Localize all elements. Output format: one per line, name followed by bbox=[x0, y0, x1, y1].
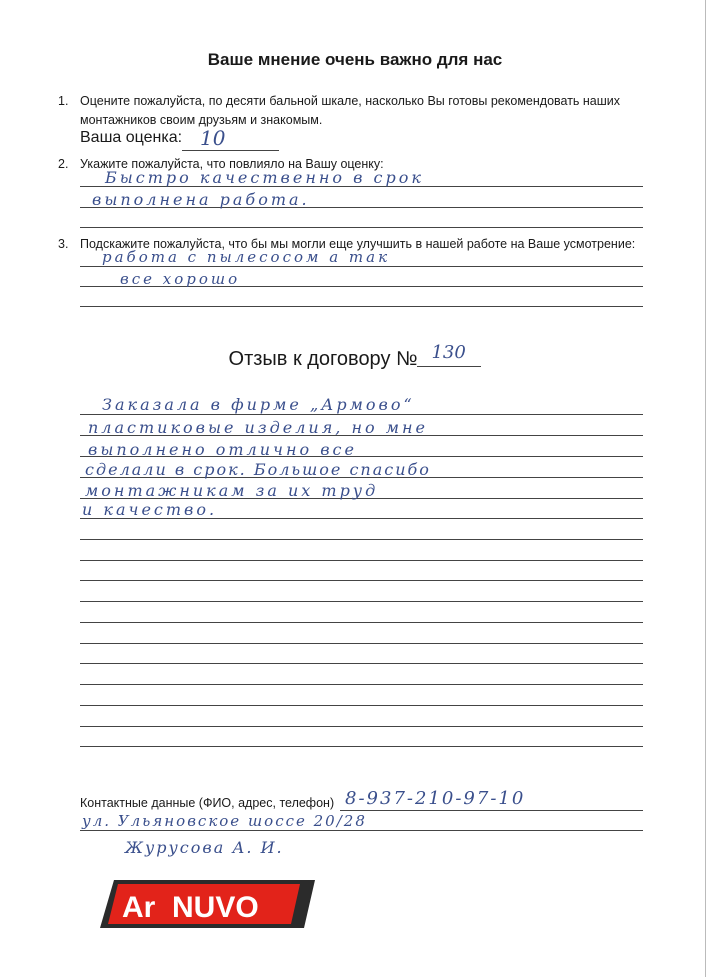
answer-line bbox=[80, 266, 643, 267]
score-label: Ваша оценка: bbox=[80, 129, 183, 146]
question-number: 1. bbox=[58, 94, 69, 108]
answer-line bbox=[80, 306, 643, 307]
question-number: 2. bbox=[58, 157, 69, 171]
review-ruled-line bbox=[80, 726, 643, 727]
review-heading bbox=[0, 342, 710, 371]
review-handwritten-1: Заказала в фирме „Армово“ bbox=[102, 395, 415, 414]
review-ruled-line bbox=[80, 663, 643, 664]
review-ruled-line bbox=[80, 746, 643, 747]
review-ruled-line bbox=[80, 601, 643, 602]
question-number: 3. bbox=[58, 237, 69, 251]
answer3-handwritten-2: все хорошо bbox=[120, 270, 241, 288]
page-title: Ваше мнение очень важно для нас bbox=[207, 50, 503, 69]
answer2-handwritten-1: Быстро качественно в срок bbox=[105, 168, 424, 187]
review-ruled-line bbox=[80, 560, 643, 561]
review-ruled-line bbox=[80, 622, 643, 623]
contract-number-handwritten: 130 bbox=[431, 342, 466, 363]
review-handwritten-5: монтажникам за их труд bbox=[85, 481, 379, 500]
review-ruled-line bbox=[80, 539, 643, 540]
review-handwritten-6: и качество. bbox=[82, 500, 218, 519]
review-heading-text: Отзыв к договору № bbox=[228, 348, 418, 370]
answer2-handwritten-2: выполнена работа. bbox=[92, 190, 310, 209]
review-ruled-line bbox=[80, 705, 643, 706]
contract-number-line bbox=[417, 342, 481, 367]
contact-line bbox=[340, 810, 643, 811]
question-text: Оцените пожалуйста, по десяти бальной шкале, насколько Вы готовы рекомендовать наших bbox=[80, 94, 621, 108]
review-handwritten-4: сделали в срок. Большое спасибо bbox=[85, 460, 431, 479]
contact-handwritten-phone: 8-937-210-97-10 bbox=[345, 788, 526, 809]
score-line bbox=[182, 150, 279, 151]
page-edge bbox=[705, 0, 706, 977]
logo-text-ar: Ar bbox=[122, 891, 156, 924]
question-text-continued: монтажников своим друзьям и знакомым. bbox=[80, 113, 323, 127]
review-ruled-line bbox=[80, 580, 643, 581]
score-handwritten: 10 bbox=[200, 126, 226, 150]
contact-line bbox=[80, 830, 643, 831]
question-text: Подскажите пожалуйста, что бы мы могли еще улучшить в нашей работе на Ваше усмотрение: bbox=[80, 237, 636, 251]
logo-text-nuvo: NUVO bbox=[172, 891, 259, 924]
company-logo bbox=[100, 880, 315, 928]
answer3-handwritten-1: работа с пылесосом а так bbox=[102, 248, 391, 266]
review-ruled-line bbox=[80, 414, 643, 415]
answer-line bbox=[80, 227, 643, 228]
contact-label: Контактные данные (ФИО, адрес, телефон) bbox=[80, 796, 335, 810]
contact-handwritten-name: Журусова А. И. bbox=[125, 838, 284, 857]
review-handwritten-2: пластиковые изделия, но мне bbox=[88, 418, 428, 437]
review-ruled-line bbox=[80, 643, 643, 644]
question-1 bbox=[58, 92, 620, 130]
review-ruled-line bbox=[80, 684, 643, 685]
contact-handwritten-address: ул. Ульяновское шоссе 20/28 bbox=[82, 812, 367, 830]
question-text: Укажите пожалуйста, что повлияло на Вашу оценку: bbox=[80, 157, 384, 171]
review-handwritten-3: выполнено отлично все bbox=[88, 440, 357, 459]
